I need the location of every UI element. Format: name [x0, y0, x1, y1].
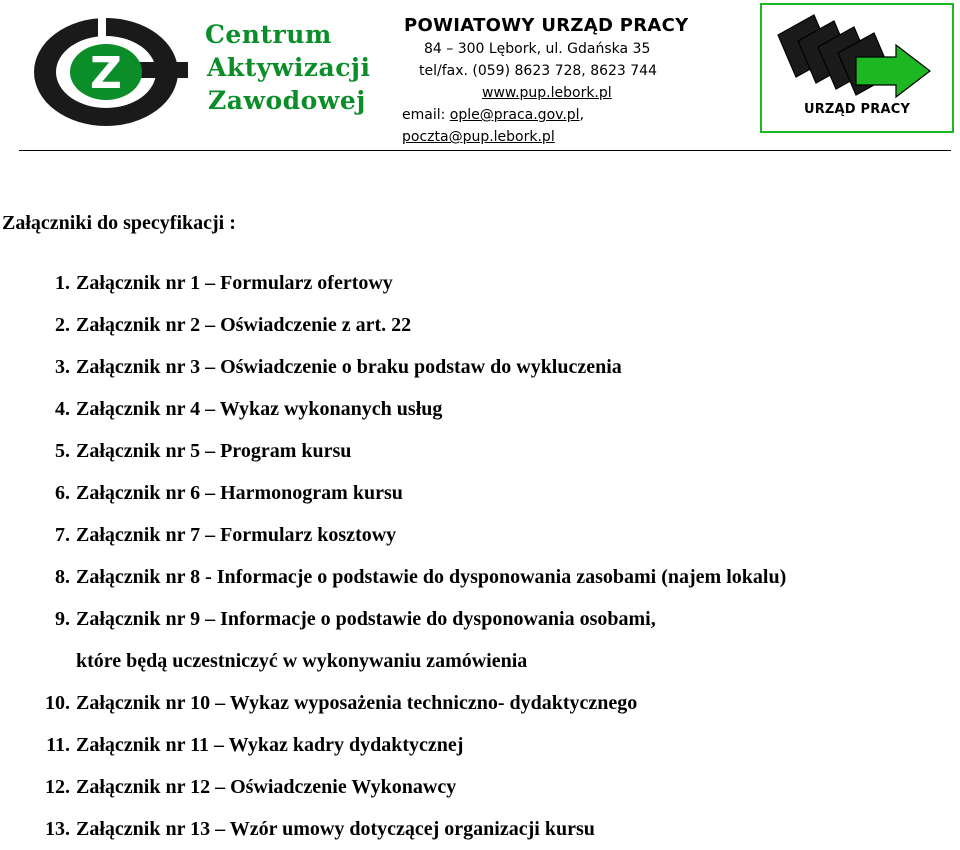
caz-logo: [28, 10, 188, 130]
list-item-number: 2.: [55, 314, 70, 336]
list-item-number: 9.: [55, 608, 70, 630]
zawodowej-line: Zawodowej: [208, 86, 366, 115]
email-link-2[interactable]: poczta@pup.lebork.pl: [402, 129, 555, 145]
list-item-number: 3.: [55, 356, 70, 378]
list-item-text: Załącznik nr 3 – Oświadczenie o braku podstaw do wykluczenia: [76, 356, 622, 378]
list-item-text: Załącznik nr 4 – Wykaz wykonanych usług: [76, 398, 443, 420]
list-item-number: 12.: [45, 776, 70, 798]
office-contact-block: [400, 14, 690, 148]
header-divider: [19, 150, 951, 151]
aktywizacji-line: Aktywizacji: [207, 53, 371, 82]
email-separator: ,: [579, 107, 585, 123]
office-email-line: [402, 104, 690, 148]
office-phone: tel/fax. (059) 8623 728, 8623 744: [419, 63, 657, 79]
logo-letter: Z: [90, 48, 122, 99]
list-item-text: Załącznik nr 1 – Formularz ofertowy: [76, 272, 393, 294]
list-item-number: 4.: [55, 398, 70, 420]
list-item-text: Załącznik nr 10 – Wykaz wyposażenia techniczno- dydaktycznego: [76, 692, 638, 714]
list-item-text: Załącznik nr 13 – Wzór umowy dotyczącej organizacji kursu: [76, 818, 595, 840]
list-item-number: 11.: [46, 734, 70, 756]
office-website-link[interactable]: www.pup.lebork.pl: [482, 85, 612, 101]
centrum-line: Centrum: [205, 20, 332, 49]
document-header: [0, 0, 960, 152]
centrum-aktywizacji-name: [205, 18, 370, 117]
list-item-number: 6.: [55, 482, 70, 504]
list-item-number: 8.: [55, 566, 70, 588]
list-item-number: 1.: [55, 272, 70, 294]
list-item-number: 10.: [45, 692, 70, 714]
urzad-pracy-logo: [760, 3, 954, 133]
list-item-number: 5.: [55, 440, 70, 462]
email-label: email:: [402, 107, 446, 123]
list-item-text: Załącznik nr 12 – Oświadczenie Wykonawcy: [76, 776, 457, 798]
list-item-text: Załącznik nr 9 – Informacje o podstawie do dysponowania osobami,: [76, 608, 656, 630]
list-item-text: Załącznik nr 2 – Oświadczenie z art. 22: [76, 314, 412, 336]
list-item-number: 13.: [45, 818, 70, 840]
list-item-text: Załącznik nr 5 – Program kursu: [76, 440, 352, 462]
list-item-text: Załącznik nr 7 – Formularz kosztowy: [76, 524, 397, 546]
list-item-number: 7.: [55, 524, 70, 546]
urzad-pracy-label: URZĄD PRACY: [803, 102, 911, 117]
office-title: POWIATOWY URZĄD PRACY: [404, 15, 689, 36]
list-item-text: Załącznik nr 8 - Informacje o podstawie do dysponowania zasobami (najem lokalu): [76, 566, 787, 588]
attachments-title: Załączniki do specyfikacji :: [2, 212, 236, 234]
list-item-text: które będą uczestniczyć w wykonywaniu zamówienia: [76, 650, 528, 672]
list-item-text: Załącznik nr 11 – Wykaz kadry dydaktycznej: [76, 734, 464, 756]
office-address: 84 – 300 Lębork, ul. Gdańska 35: [424, 41, 651, 57]
email-link-1[interactable]: ople@praca.gov.pl: [449, 107, 580, 123]
list-item-text: Załącznik nr 6 – Harmonogram kursu: [76, 482, 403, 504]
